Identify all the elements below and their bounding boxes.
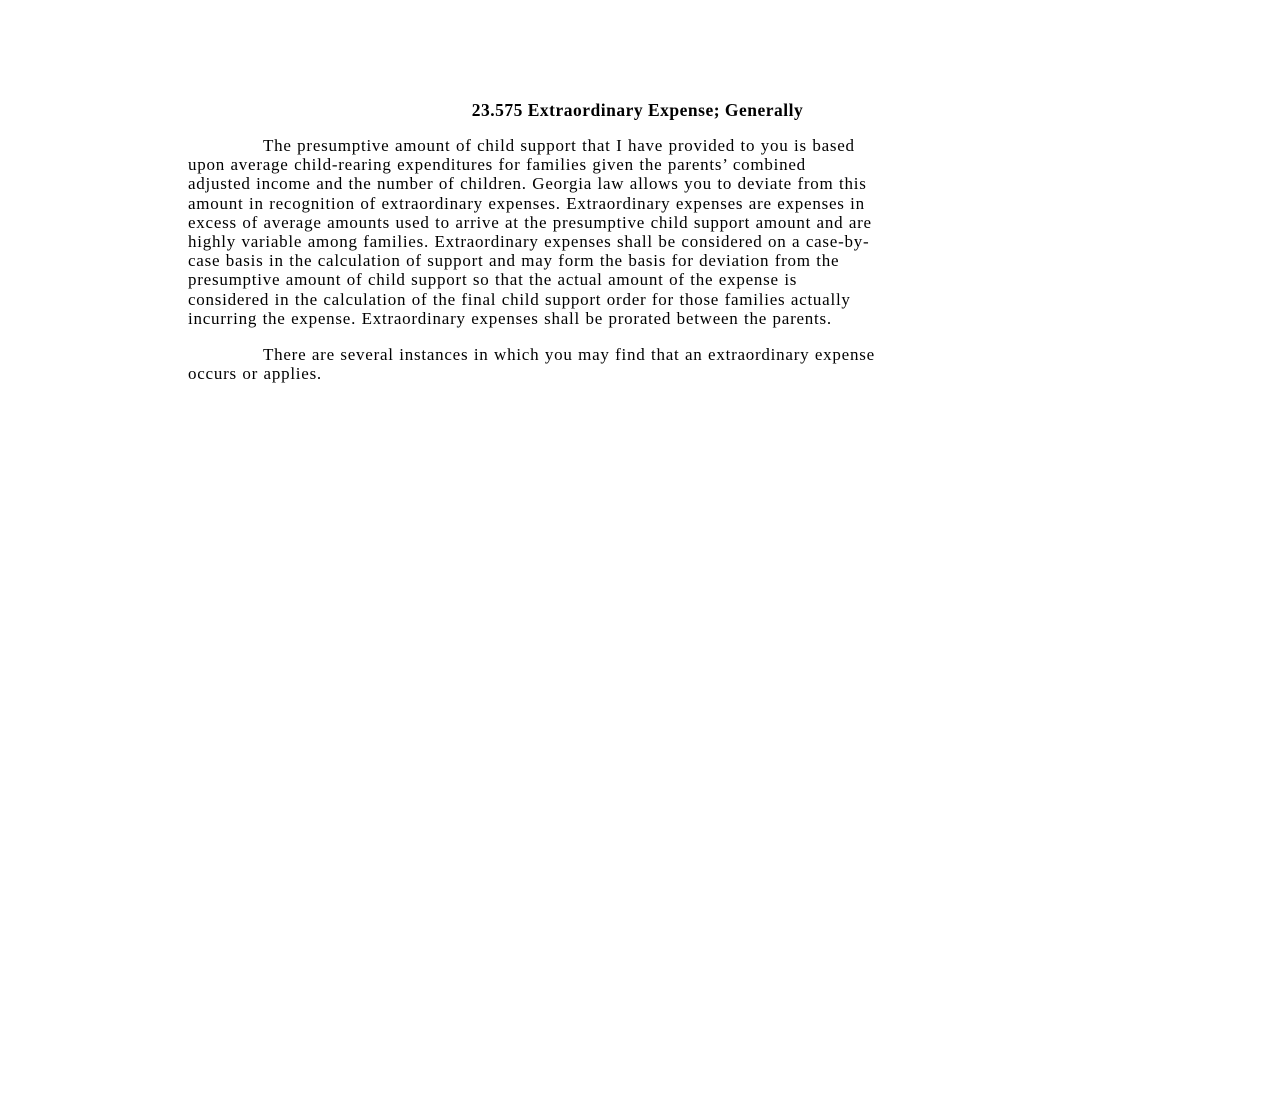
paragraph-extraordinary-expense [188,136,1108,328]
text-line: considered in the calculation of the final child support order for those families actually [188,289,851,309]
text-line: upon average child-rearing expenditures for families given the parents’ combined [188,155,806,175]
paragraph-instances [188,345,1108,383]
text-line: amount in recognition of extraordinary expenses. Extraordinary expenses are expenses in [188,193,865,213]
text-line: occurs or applies. [188,364,322,384]
text-line: The presumptive amount of child support that I have provided to you is based [263,136,855,155]
text-line: presumptive amount of child support so that the actual amount of the expense is [188,270,798,290]
text-line: excess of average amounts used to arrive at the presumptive child support amount and are [188,212,872,232]
text-line: highly variable among families. Extraordinary expenses shall be considered on a case-by- [188,232,870,252]
text-line: case basis in the calculation of support and may form the basis for deviation from the [188,251,840,271]
text-line: incurring the expense. Extraordinary expenses shall be prorated between the parents. [188,308,832,328]
text-line: adjusted income and the number of children. Georgia law allows you to deviate from this [188,174,867,194]
section-title: 23.575 Extraordinary Expense; Generally [471,100,804,120]
text-line: There are several instances in which you may find that an extraordinary expense [263,345,875,364]
